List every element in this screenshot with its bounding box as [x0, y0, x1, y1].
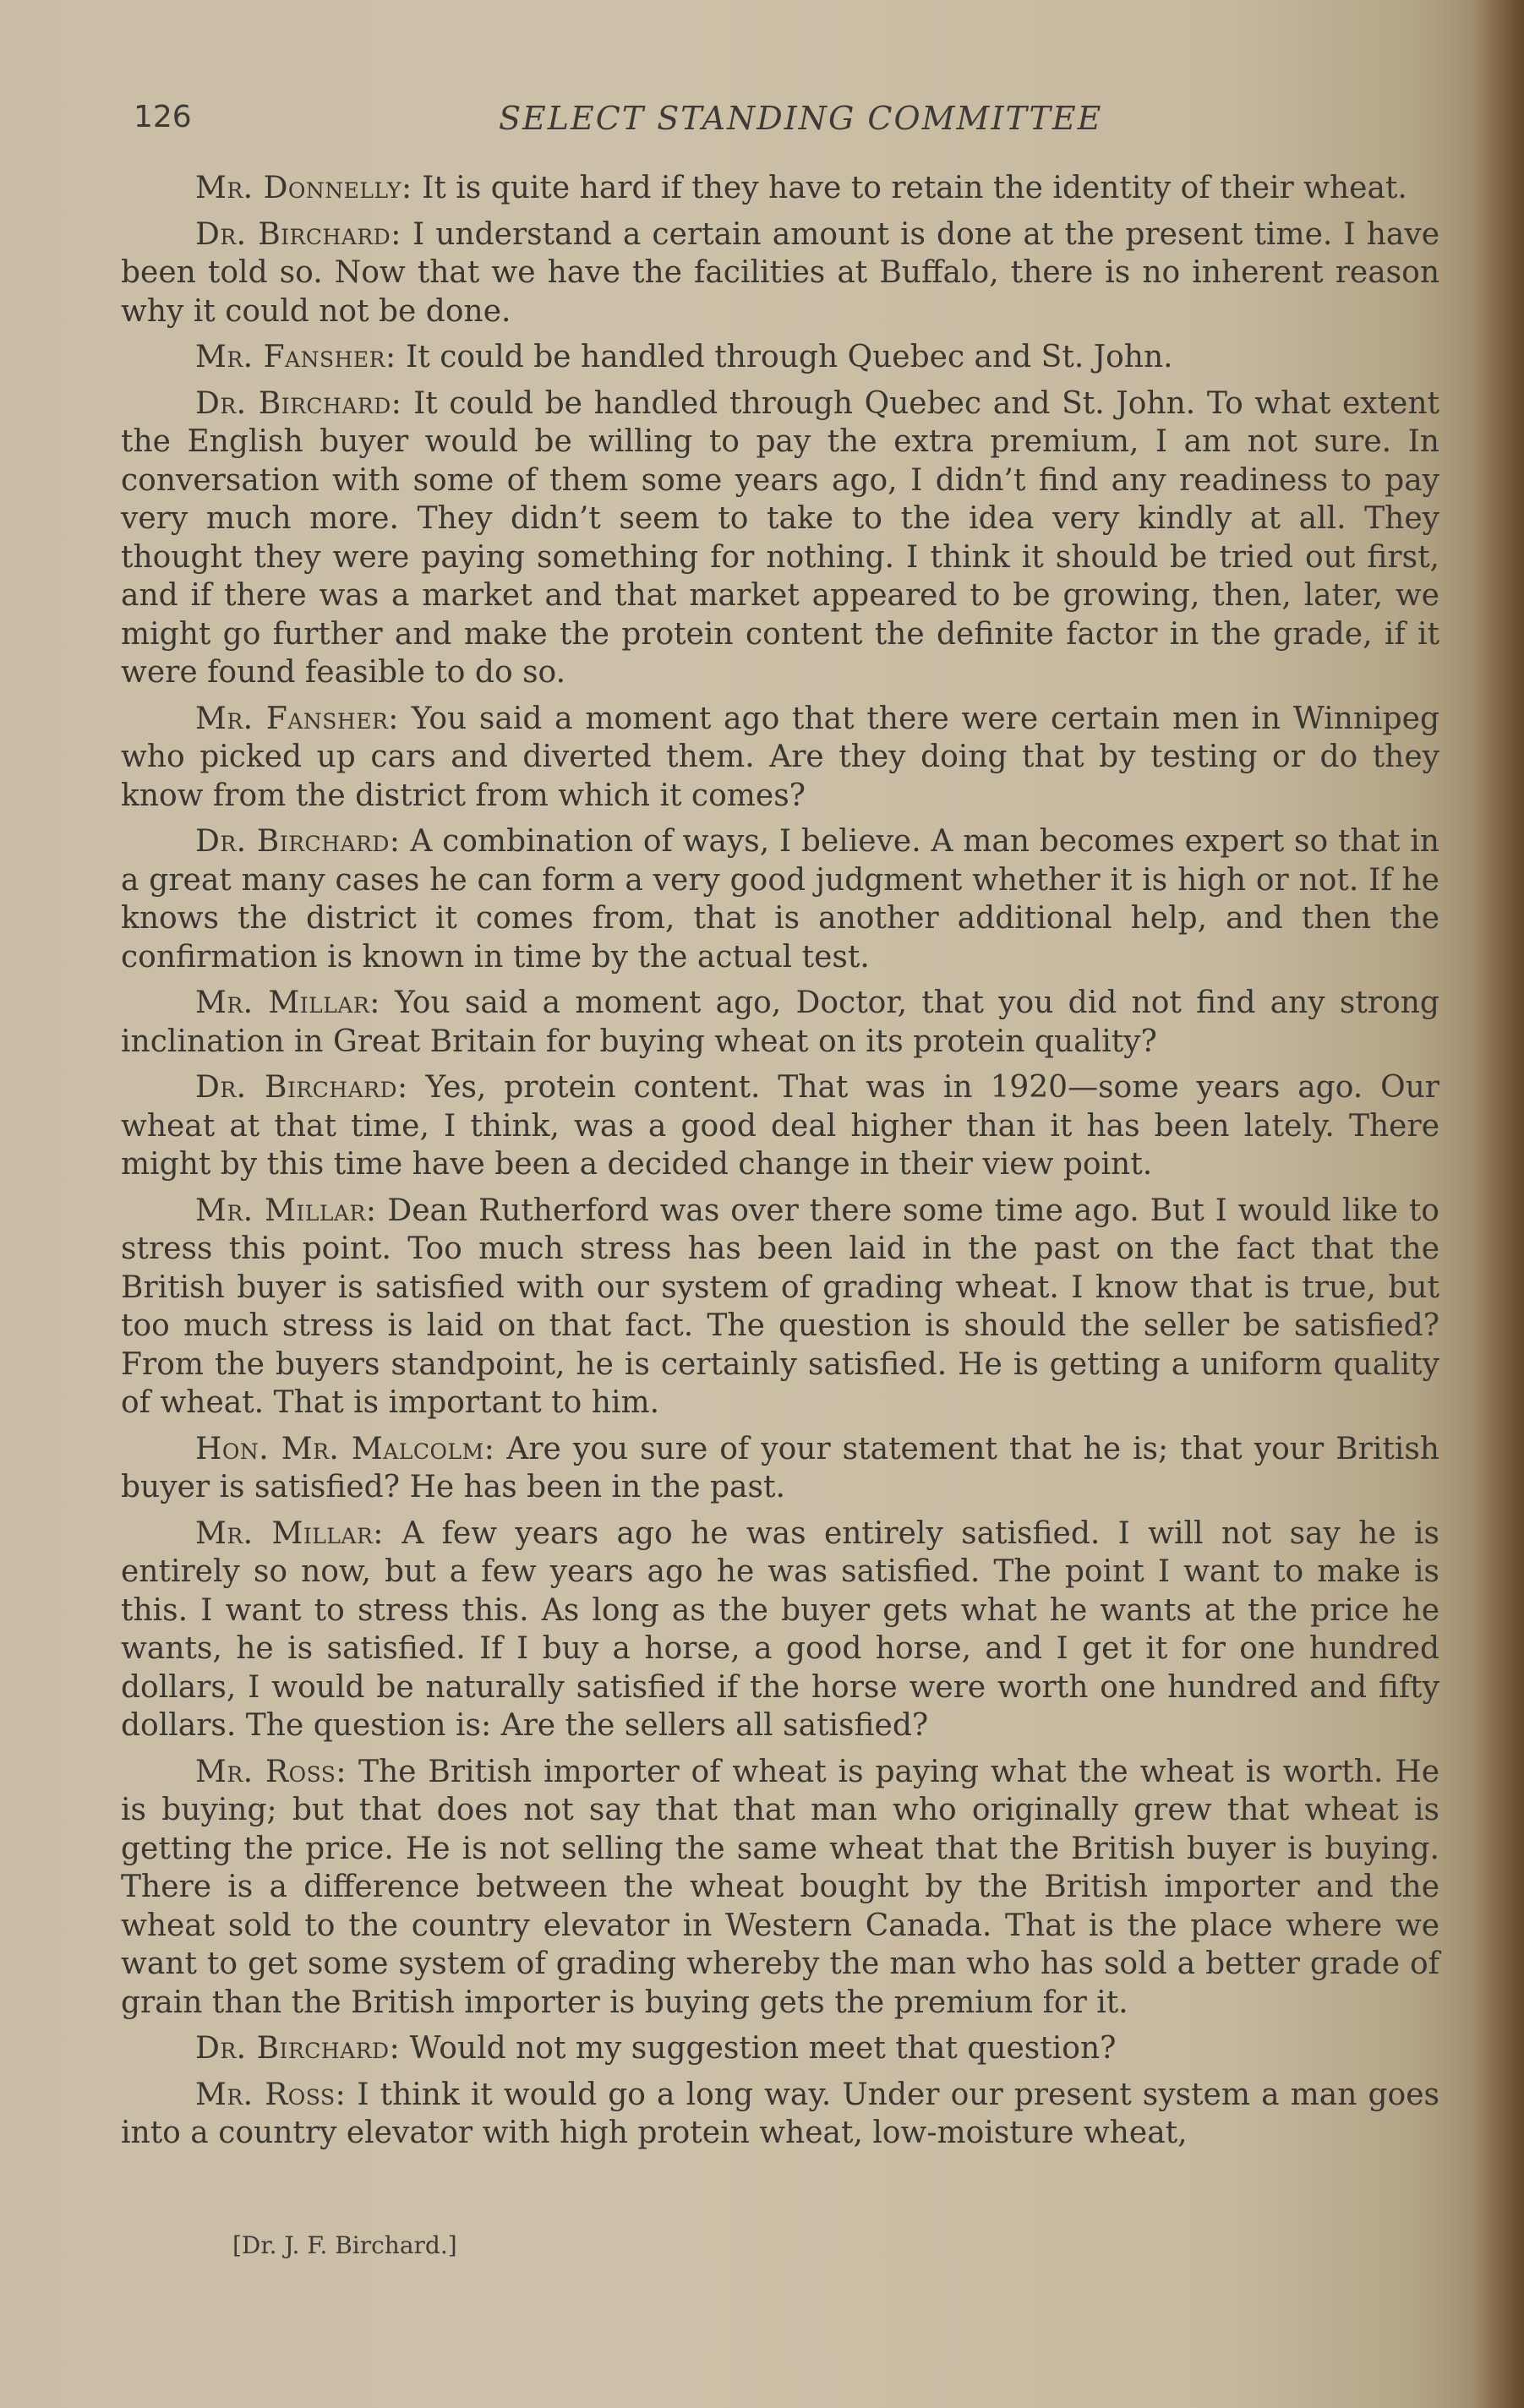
paragraph	[121, 216, 1439, 331]
speaker-name: Dr. Birchard:	[195, 385, 402, 421]
paragraph	[121, 822, 1439, 976]
paragraph	[121, 1430, 1439, 1507]
speech-text: It could be handled through Quebec and St. John. To what extent the English buyer would be willing to pay the extra premium, I am not sure. In conversation with some of them some years ago, I didn’t find any readiness to pay very much more. They didn’t seem to take to the idea very kindly at all. They thought they were paying something for nothing. I think it should be tried out first, and if there was a market and that market appeared to be growing, then, later, we might go further and make the protein content the definite factor in the grade, if it were found feasible to do so.	[121, 385, 1439, 690]
transcript-body	[121, 169, 1439, 2160]
speech-text: A few years ago he was entirely satisfied. I will not say he is entirely so now, but a few years ago he was satisfied. The point I want to make is this. I want to stress this. As long as the buyer gets what he wants at the price he wants, he is satisfied. If I buy a horse, a good horse, and I get it for one hundred dollars, I would be naturally satisfied if the horse were worth one hundred and fifty dollars. The question is: Are the sellers all satisfied?	[121, 1515, 1439, 1743]
speech-text: You said a moment ago that there were certain men in Winnipeg who picked up cars and diverted them. Are they doing that by testing or do they know from the district from which it comes?	[121, 701, 1439, 813]
speaker-name: Mr. Fansher:	[195, 701, 399, 736]
speech-text: You said a moment ago, Doctor, that you did not find any strong inclination in Great Britain for buying wheat on its protein quality?	[121, 986, 1439, 1059]
speaker-name: Mr. Millar:	[195, 986, 380, 1020]
paragraph	[121, 2076, 1439, 2153]
paragraph	[121, 338, 1439, 377]
speaker-name: Mr. Ross:	[195, 2077, 347, 2112]
paragraph	[121, 1753, 1439, 2023]
page-footer-signature: [Dr. J. F. Birchard.]	[232, 2231, 457, 2259]
speaker-name: Dr. Birchard:	[195, 2031, 401, 2066]
paragraph	[121, 1515, 1439, 1745]
speaker-name: Mr. Fansher:	[195, 340, 396, 374]
speaker-name: Hon. Mr. Malcolm:	[195, 1431, 495, 1466]
paragraph	[121, 1192, 1439, 1422]
speech-text: Would not my suggestion meet that question?	[409, 2031, 1117, 2066]
speech-text: It could be handled through Quebec and St. John.	[406, 340, 1173, 374]
speech-text: Are you sure of your statement that he is; that your British buyer is satisfied? He has been in the past.	[121, 1431, 1439, 1504]
page-number: 126	[134, 100, 192, 134]
speaker-name: Mr. Ross:	[195, 1754, 347, 1789]
speech-text: Dean Rutherford was over there some time ago. But I would like to stress this point. Too much stress has been laid in the past on the fact that the British buyer is satisfied with our system of grading wheat. I know that is true, but too much stress is laid on that fact. The question is should the seller be satisfied? From the buyers standpoint, he is certainly satisfied. He is getting a uniform quality of wheat. That is important to him.	[121, 1193, 1439, 1420]
paragraph	[121, 169, 1439, 208]
page-spine-shadow	[1473, 0, 1524, 2408]
paragraph	[121, 385, 1439, 692]
speech-text: A combination of ways, I believe. A man becomes expert so that in a great many cases he can form a very good judgment whether it is high or not. If he knows the district it comes from, that is another additional help, and then the confirmation is known in time by the actual test.	[121, 824, 1439, 975]
speech-text: I think it would go a long way. Under our present system a man goes into a country elevator with high protein wheat, low-moisture wheat,	[121, 2077, 1439, 2150]
speaker-name: Mr. Donnelly:	[195, 171, 412, 205]
speaker-name: Mr. Millar:	[195, 1515, 384, 1551]
running-head: SELECT STANDING COMMITTEE	[499, 100, 1103, 137]
speaker-name: Mr. Millar:	[195, 1193, 377, 1228]
paragraph	[121, 984, 1439, 1061]
paragraph	[121, 2029, 1439, 2068]
speaker-name: Dr. Birchard:	[195, 216, 401, 252]
speech-text: I understand a certain amount is done at the present time. I have been told so. Now that we have the facilities at Buffalo, there is no inherent reason why it could not be done.	[121, 216, 1439, 329]
speech-text: It is quite hard if they have to retain the identity of their wheat.	[422, 171, 1407, 205]
paragraph	[121, 1068, 1439, 1184]
speaker-name: Dr. Birchard:	[195, 824, 401, 859]
page-header	[118, 100, 1437, 142]
speaker-name: Dr. Birchard:	[195, 1070, 408, 1105]
paragraph	[121, 700, 1439, 816]
speech-text: Yes, protein content. That was in 1920—some years ago. Our wheat at that time, I think, was a good deal higher than it has been lately. There might by this time have been a decided change in their view point.	[121, 1070, 1439, 1182]
speech-text: The British importer of wheat is paying what the wheat is worth. He is buying; but that does not say that that man who originally grew that wheat is getting the price. He is not selling the same wheat that the British buyer is buying. There is a difference between the wheat bought by the British importer and the wheat sold to the country elevator in Western Canada. That is the place where we want to get some system of grading whereby the man who has sold a better grade of grain than the British importer is buying gets the premium for it.	[121, 1754, 1439, 2020]
